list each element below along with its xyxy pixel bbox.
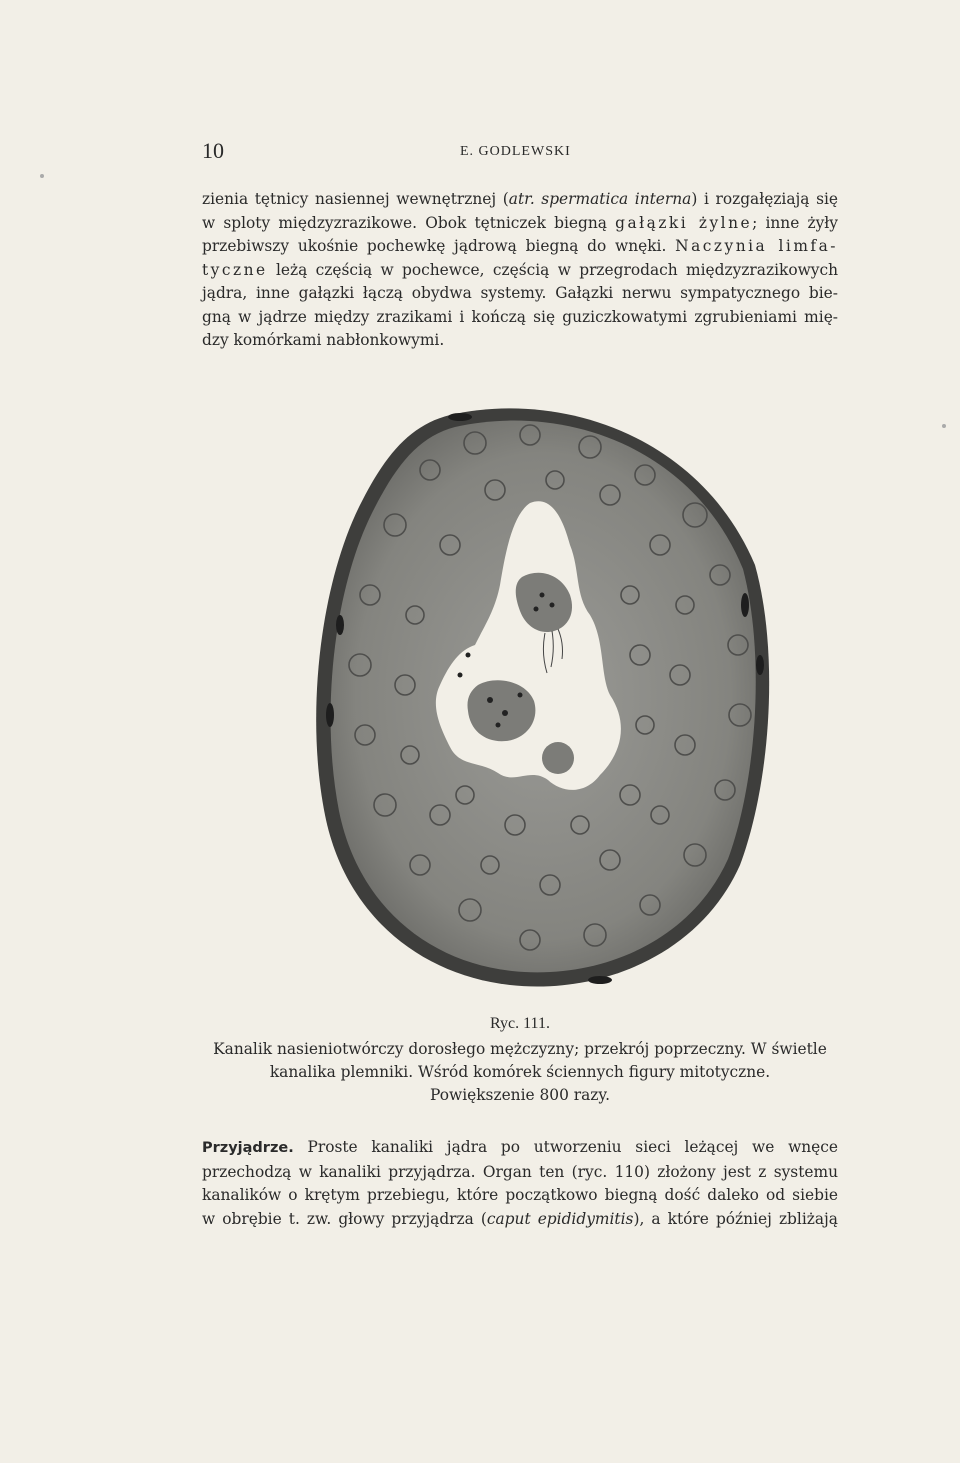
- margin-mark: [40, 174, 44, 178]
- text-line: Przyjądrze. Proste kanaliki jądra po utworzeniu sieci leżącej we wnęce: [202, 1138, 838, 1156]
- text-line: przebiwszy ukośnie pochewkę jądrową biegną do wnęki. Naczynia limfa-: [202, 237, 838, 255]
- figure-label: Ryc. 111.: [490, 1015, 550, 1032]
- running-head: E. GODLEWSKI: [460, 144, 571, 159]
- paragraph-blood-vessels: [202, 188, 838, 353]
- cell-cluster: [542, 742, 574, 774]
- text-line: w sploty międzyzrazikowe. Obok tętniczek biegną gałązki żylne; inne żyły: [202, 213, 838, 232]
- text-line: jądra, inne gałązki łączą obydwa systemy. Gałązki nerwu sympatycznego bie-: [202, 284, 838, 302]
- caption-line: Kanalik nasieniotwórczy dorosłego mężczyzny; przekrój poprzeczny. W świetle: [213, 1040, 827, 1058]
- text-line: gną w jądrze między zrazikami i kończą się guziczkowatymi zgrubieniami mię-: [202, 307, 838, 326]
- text-line: zienia tętnicy nasiennej wewnętrznej (atr. spermatica interna) i rozgałęziają się: [202, 190, 838, 208]
- figure-seminiferous-tubule: [300, 395, 790, 1000]
- text-line: w obrębie t. zw. głowy przyjądrza (caput epididymitis), a które później zbliżają: [202, 1209, 838, 1228]
- figure-caption: [202, 1012, 838, 1107]
- text-line: kanalików o krętym przebiegu, które początkowo biegną dość daleko od siebie: [202, 1186, 838, 1204]
- text-line: dzy komórkami nabłonkowymi.: [202, 331, 445, 349]
- text-line: przechodzą w kanaliki przyjądrza. Organ ten (ryc. 110) złożony jest z systemu: [202, 1162, 838, 1181]
- tubule-cross-section-illustration: [300, 395, 790, 1000]
- margin-mark: [942, 424, 946, 428]
- section-lead-in: Przyjądrze.: [202, 1140, 294, 1156]
- caption-line: kanalika plemniki. Wśród komórek ściennych figury mitotyczne.: [269, 1063, 771, 1081]
- text-line: tyczne leżą częścią w pochewce, częścią w przegrodach międzyzrazikowych: [202, 260, 838, 279]
- paragraph-epididymis: [202, 1136, 838, 1231]
- page-header: [202, 138, 762, 168]
- caption-line: Powiększenie 800 razy.: [430, 1086, 610, 1104]
- page-number: 10: [202, 138, 224, 163]
